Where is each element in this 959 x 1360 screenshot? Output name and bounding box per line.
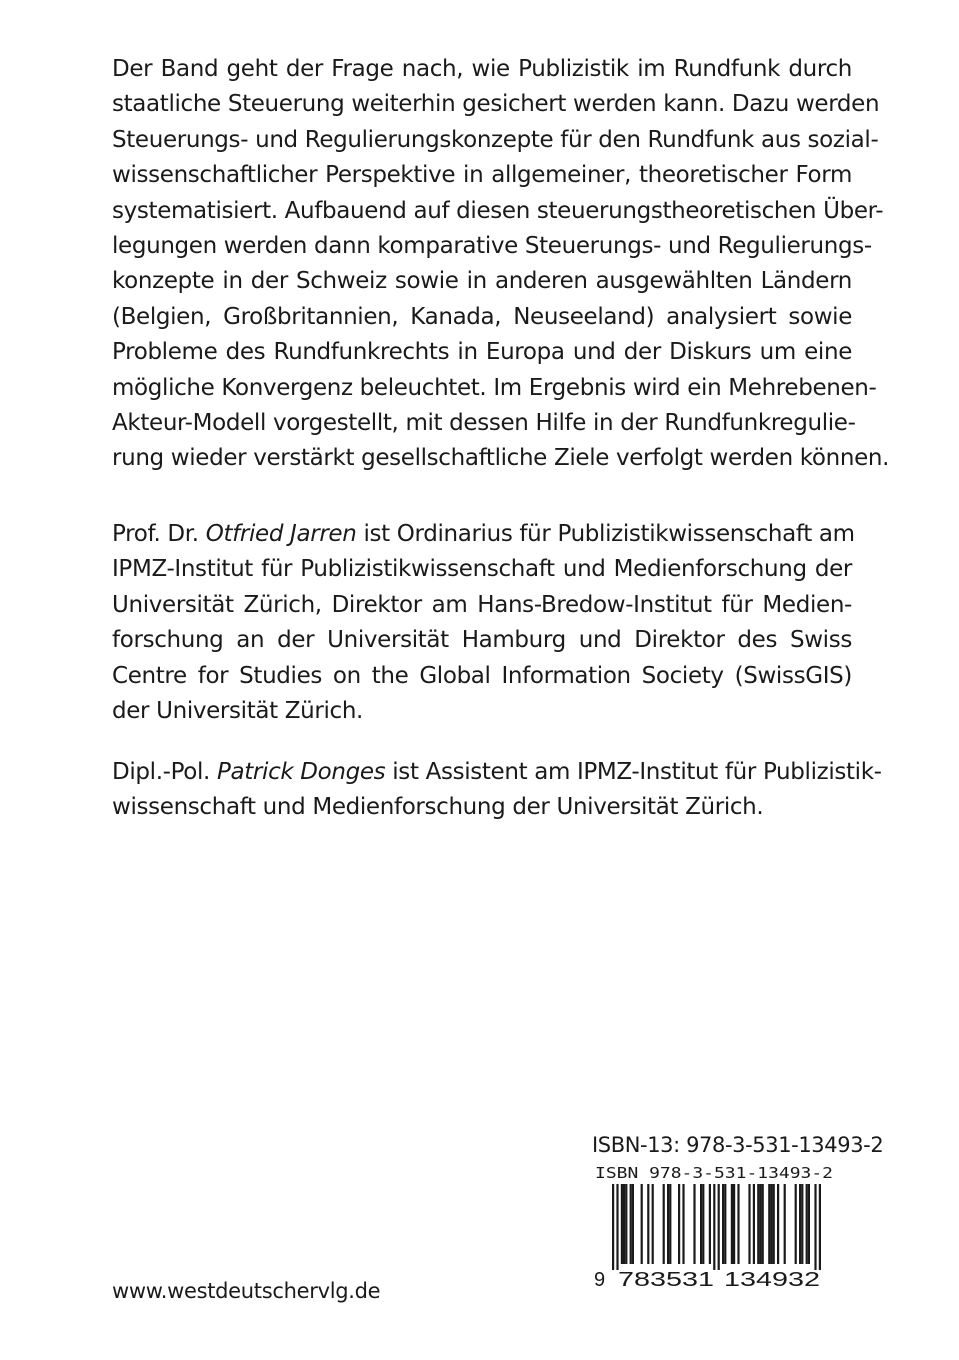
- barcode-bar: [795, 1184, 797, 1264]
- barcode-bar: [808, 1184, 810, 1264]
- barcode-bar: [801, 1184, 803, 1264]
- barcode-bar: [693, 1184, 695, 1264]
- barcode-isbn-text: ISBN 978-3-531-13493-2: [595, 1164, 833, 1182]
- description-line: (Belgien, Großbritannien, Kanada, Neuseeland) analysiert sowie: [112, 303, 852, 330]
- author-title: Dipl.-Pol.: [112, 759, 211, 785]
- barcode-bar: [759, 1184, 761, 1264]
- barcode-digits-right: 134932: [724, 1269, 820, 1290]
- barcode-digit-first: 9: [594, 1269, 606, 1290]
- author-bio-text: ist Ordinarius für Publizistikwissenschaft am: [363, 521, 855, 547]
- barcode-bar: [700, 1184, 702, 1264]
- barcode-guard-bar: [718, 1184, 720, 1270]
- description-line: staatliche Steuerung weiterhin gesichert werden kann. Dazu werden: [112, 91, 880, 118]
- barcode-bar: [799, 1184, 801, 1264]
- barcode-bar: [806, 1184, 808, 1264]
- description-line: rung wieder verstärkt gesellschaftliche Ziele verfolgt werden können.: [112, 445, 890, 472]
- author-bio-line: Centre for Studies on the Global Information Society (SwissGIS): [112, 662, 852, 689]
- barcode-bar: [641, 1184, 643, 1264]
- barcode-bar: [630, 1184, 632, 1264]
- barcode-guard-bar: [616, 1184, 618, 1270]
- author-name: Patrick Donges: [217, 759, 386, 785]
- author-bio-line: IPMZ-Institut für Publizistikwissenschaft und Medienforschung der: [112, 556, 852, 583]
- author-title: Prof. Dr.: [112, 521, 199, 547]
- barcode-bar: [748, 1184, 750, 1264]
- barcode-bar: [753, 1184, 755, 1264]
- barcode-digits-left: 783531: [618, 1269, 714, 1290]
- barcode-bar: [702, 1184, 704, 1264]
- barcode-bar: [722, 1184, 724, 1264]
- barcode-guard-bar: [713, 1184, 715, 1270]
- author-bio-line: Universität Zürich, Direktor am Hans-Bredow-Institut für Medien-: [112, 591, 852, 618]
- barcode-bar: [757, 1184, 759, 1264]
- barcode-bar: [647, 1184, 649, 1264]
- barcode-bar: [663, 1184, 665, 1264]
- barcode-bar: [621, 1184, 623, 1264]
- isbn-barcode: [592, 1162, 840, 1290]
- publisher-website: www.westdeutschervlg.de: [112, 1279, 381, 1303]
- book-description: [112, 52, 890, 477]
- barcode-bar: [784, 1184, 786, 1264]
- description-line: systematisiert. Aufbauend auf diesen steuerungstheoretischen Über-: [112, 197, 884, 224]
- barcode-bar: [724, 1184, 726, 1264]
- author-bio-line: wissenschaft und Medienforschung der Universität Zürich.: [112, 794, 764, 821]
- author-bio-donges: [112, 755, 882, 826]
- author-name: Otfried Jarren: [205, 521, 357, 547]
- barcode-guard-bar: [612, 1184, 614, 1270]
- barcode-bar: [709, 1184, 711, 1264]
- barcode-guard-bar: [819, 1184, 821, 1270]
- barcode-bar: [682, 1184, 684, 1264]
- description-line: Der Band geht der Frage nach, wie Publizistik im Rundfunk durch: [112, 56, 852, 82]
- barcode-bar: [733, 1184, 735, 1264]
- barcode-bar: [770, 1184, 772, 1264]
- isbn-label: ISBN-13: 978-3-531-13493-2: [592, 1133, 884, 1157]
- barcode-bar: [678, 1184, 680, 1264]
- barcode-bar: [762, 1184, 764, 1264]
- barcode-bar: [768, 1184, 770, 1264]
- description-line: konzepte in der Schweiz sowie in anderen ausgewählten Ländern: [112, 268, 852, 295]
- description-line: legungen werden dann komparative Steuerungs- und Regulierungs-: [112, 232, 872, 259]
- barcode-bar: [632, 1184, 634, 1264]
- author-bio-first-line: [112, 755, 882, 790]
- author-bio-jarren: [112, 517, 855, 729]
- barcode-bar: [731, 1184, 733, 1264]
- barcode-bar: [737, 1184, 739, 1264]
- barcode-guard-bar: [814, 1184, 816, 1270]
- barcode-bar: [625, 1184, 627, 1264]
- description-line: Akteur-Modell vorgestellt, mit dessen Hilfe in der Rundfunkregulie-: [112, 409, 856, 436]
- description-line: Steuerungs- und Regulierungskonzepte für den Rundfunk aus sozial-: [112, 126, 879, 153]
- barcode-bar: [773, 1184, 775, 1264]
- barcode-bar: [623, 1184, 625, 1264]
- author-bio-line: forschung an der Universität Hamburg und Direktor des Swiss: [112, 627, 852, 654]
- barcode-bar: [669, 1184, 671, 1264]
- description-line: Probleme des Rundfunkrechts in Europa und der Diskurs um eine: [112, 339, 852, 366]
- barcode-bar: [667, 1184, 669, 1264]
- barcode-bars: [612, 1184, 821, 1270]
- author-bio-text: ist Assistent am IPMZ-Institut für Publizistik-: [392, 759, 882, 785]
- barcode-bar: [652, 1184, 654, 1264]
- description-line: mögliche Konvergenz beleuchtet. Im Ergebnis wird ein Mehrebenen-: [112, 374, 877, 401]
- author-bio-line: der Universität Zürich.: [112, 697, 364, 724]
- description-line: wissenschaftlicher Perspektive in allgemeiner, theoretischer Form: [112, 162, 852, 189]
- author-bio-first-line: [112, 517, 855, 552]
- barcode-bar: [777, 1184, 779, 1264]
